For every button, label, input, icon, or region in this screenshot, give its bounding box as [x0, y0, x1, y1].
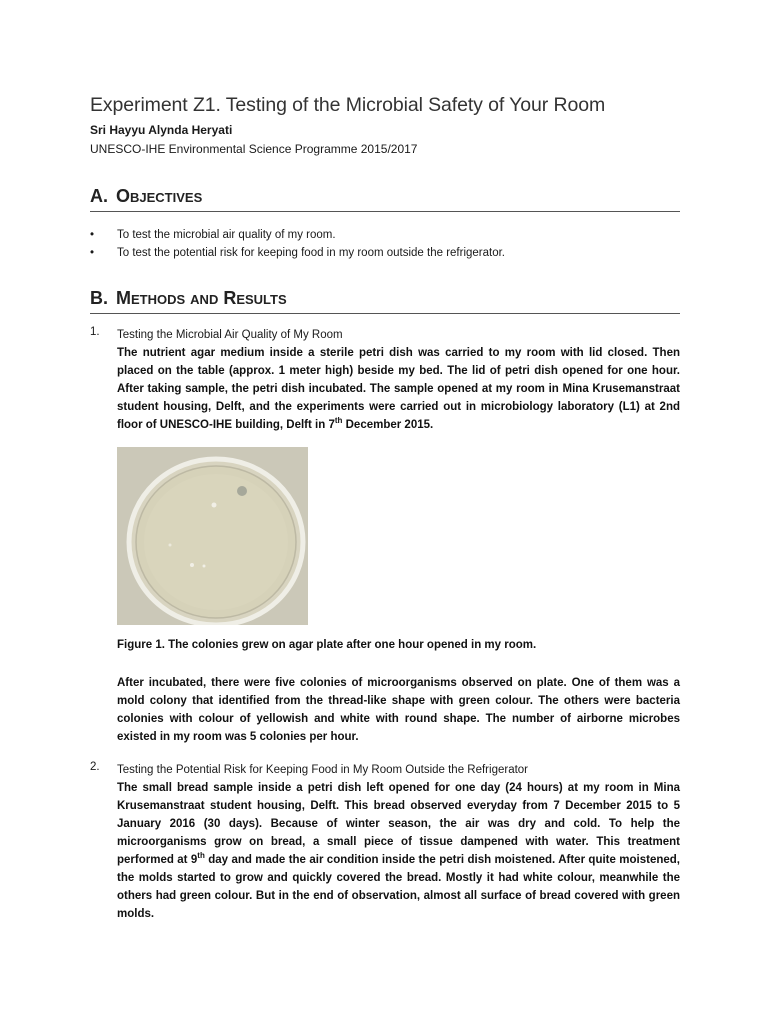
method-item-1	[90, 326, 680, 434]
results-paragraph: After incubated, there were five colonies of microorganisms observed on plate. One of them was a mold colony that identified from the thread-like shape with green colour. The others were bacteria colonies with colour of yellowish and white with round shape. The number of airborne microbes existed in my room was 5 colonies per hour.	[117, 677, 680, 743]
section-b-letter: B.	[90, 288, 108, 308]
objectives-list	[90, 226, 505, 262]
figure-caption: Figure 1. The colonies grew on agar plate after one hour opened in my room.	[117, 639, 537, 651]
bullet-icon: •	[90, 247, 95, 259]
item-title: Testing the Microbial Air Quality of My Room	[117, 329, 343, 341]
item-paragraph: The small bread sample inside a petri dish left opened for one day (24 hours) at my room in Mina Krusemanstraat student housing, Delft. This bread observed everyday from 7 December 2015 to 5 January 2016 (30 days). Because of winter season, the air was dry and cold. To help the microorganisms grow on bread, a small piece of tissue dampened with water. This treatment performed at 9th day and made the air condition inside the petri dish moistened. After quite moistened, the molds started to grow and quickly covered the bread. Mostly it had white colour, meanwhile the others had green colour. But in the end of observation, almost all surface of bread covered with green molds.	[117, 782, 680, 920]
list-item: • To test the microbial air quality of my room.	[90, 226, 505, 244]
petri-dish-image	[117, 447, 308, 625]
petri-dish-photo	[117, 447, 308, 625]
list-item: • To test the potential risk for keeping food in my room outside the refrigerator.	[90, 244, 505, 262]
method-item-2	[90, 761, 680, 923]
section-b-heading	[90, 288, 680, 314]
programme-name: UNESCO-IHE Environmental Science Programme 2015/2017	[90, 142, 418, 156]
bacteria-colony	[212, 503, 217, 508]
item-paragraph: The nutrient agar medium inside a sterile petri dish was carried to my room with lid closed. Then placed on the table (approx. 1 meter high) beside my bed. The lid of petri dish opened for one hour. After taking sample, the petri dish incubated. The sample opened at my room in Mina Krusemanstraat student housing, Delft, and the experiments were carried out in microbiology laboratory (L1) at 2nd floor of UNESCO-IHE building, Delft in 7th December 2015.	[117, 347, 680, 431]
item-number: 1.	[90, 326, 100, 338]
bullet-icon: •	[90, 229, 95, 241]
section-a-title: Objectives	[116, 186, 203, 206]
bacteria-colony	[203, 565, 206, 568]
item-title: Testing the Potential Risk for Keeping Food in My Room Outside the Refrigerator	[117, 764, 529, 776]
mold-colony	[237, 486, 247, 496]
author-name: Sri Hayyu Alynda Heryati	[90, 123, 233, 137]
document-title: Experiment Z1. Testing of the Microbial Safety of Your Room	[90, 94, 606, 116]
section-a-letter: A.	[90, 186, 108, 206]
bacteria-colony	[190, 563, 194, 567]
section-a-heading	[90, 186, 680, 212]
section-b-title: Methods and Results	[116, 288, 287, 308]
bacteria-colony	[169, 544, 172, 547]
item-number: 2.	[90, 761, 100, 773]
